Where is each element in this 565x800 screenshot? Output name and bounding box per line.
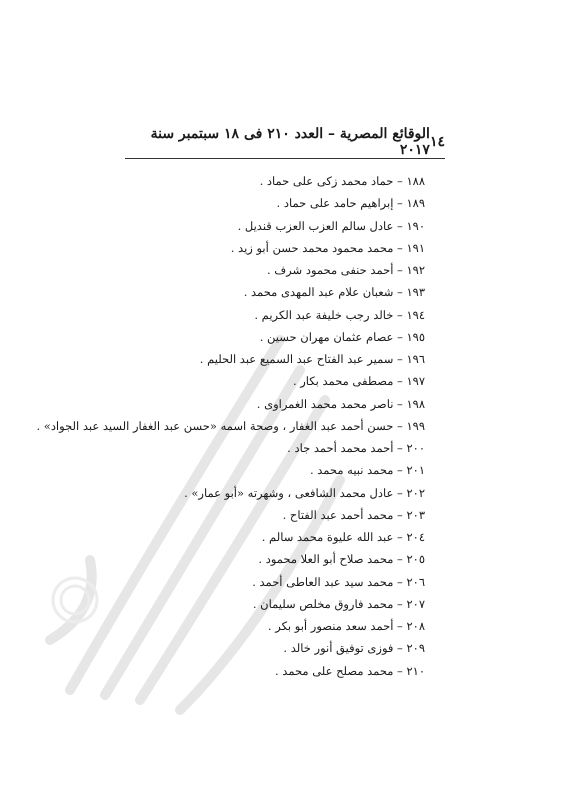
list-item: ٢٠٣ – محمد أحمد عبد الفتاح . xyxy=(282,507,425,522)
list-item: ٢١٠ – محمد مصلح على محمد . xyxy=(274,663,425,678)
list-item: ١٩٦ – سمير عبد الفتاح عبد السميع عبد الحليم . xyxy=(199,352,425,366)
list-item: ١٨٩ – إبراهيم حامد على حماد . xyxy=(276,196,425,211)
list-item: ٢٠٠ – أحمد محمد أحمد جاد . xyxy=(287,441,425,455)
list-item: ١٩٠ – عادل سالم العزب العزب قنديل . xyxy=(237,218,425,233)
list-item: ٢٠٨ – أحمد سعد منصور أبو بكر . xyxy=(267,619,425,633)
list-item: ٢٠٧ – محمد فاروق مخلص سليمان . xyxy=(252,596,425,611)
names-list xyxy=(36,170,425,682)
list-item: ٢٠١ – محمد نبيه محمد . xyxy=(309,463,425,478)
list-item: ١٨٨ – حماد محمد زكى على حماد . xyxy=(259,174,425,188)
header-rule xyxy=(125,158,445,159)
list-item: ١٩٤ – خالد رجب خليفة عبد الكريم . xyxy=(254,307,425,322)
list-item: ١٩٥ – عصام عثمان مهران حسين . xyxy=(259,329,425,344)
list-item: ٢٠٢ – عادل محمد الشافعى ، وشهرته «أبو عمار» . xyxy=(184,485,425,500)
page-header xyxy=(125,126,445,158)
page-number: ١٤ xyxy=(429,134,445,150)
list-item: ١٩٣ – شعبان علام عبد المهدى محمد . xyxy=(243,285,425,300)
list-item: ١٩٩ – حسن أحمد عبد الغفار ، وصحة اسمه «حسن عبد الغفار السيد عبد الجواد» . xyxy=(36,418,425,433)
list-item: ٢٠٤ – عبد الله عليوة محمد سالم . xyxy=(261,530,425,544)
list-item: ١٩١ – محمد محمود محمد حسن أبو زيد . xyxy=(230,240,425,255)
list-item: ١٩٨ – ناصر محمد محمد الغمراوى . xyxy=(256,396,425,411)
list-item: ٢٠٩ – فوزى توفيق أنور خالد . xyxy=(283,641,425,656)
list-item: ١٩٢ – أحمد حنفى محمود شرف . xyxy=(266,263,425,277)
list-item: ٢٠٥ – محمد صلاح أبو العلا محمود . xyxy=(258,552,425,567)
list-item: ١٩٧ – مصطفى محمد بكار . xyxy=(292,374,425,389)
gazette-title: الوقائع المصرية – العدد ٢١٠ فى ١٨ سبتمبر سنة ٢٠١٧ xyxy=(150,126,430,158)
list-item: ٢٠٦ – محمد سيد عبد العاطى أحمد . xyxy=(252,574,425,589)
